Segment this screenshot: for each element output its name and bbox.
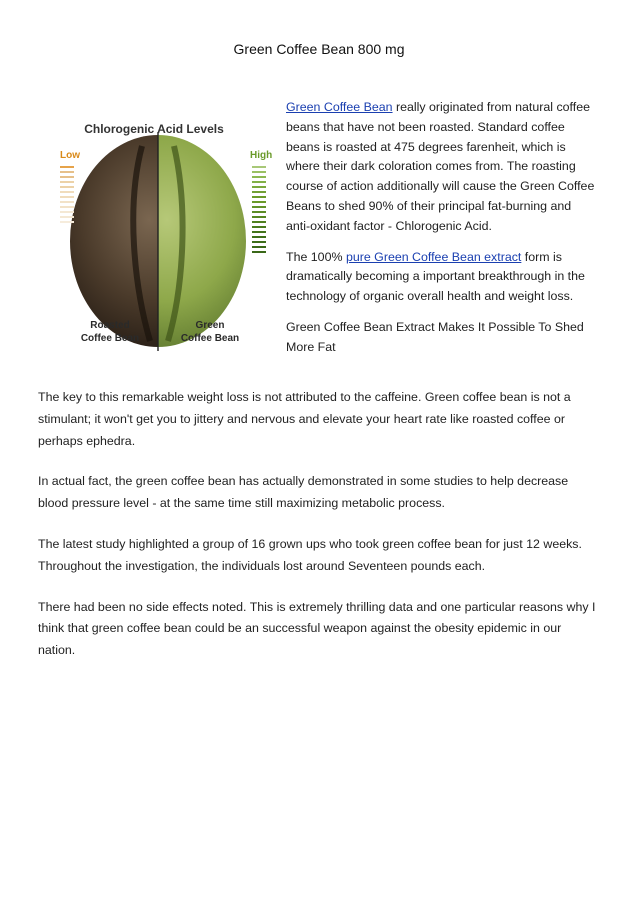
green-label-line2: Coffee Bean bbox=[180, 333, 240, 344]
high-level-gauge bbox=[252, 166, 266, 253]
green-coffee-bean-link[interactable]: Green Coffee Bean bbox=[286, 100, 393, 114]
roasted-label-line1: Roasted bbox=[90, 320, 130, 331]
low-level-gauge bbox=[60, 166, 74, 223]
body-paragraph-2: In actual fact, the green coffee bean has actually demonstrated in some studies to help decrease blood pressure level - at the same time still maximizing metabolic process. bbox=[38, 474, 569, 511]
document-title: Green Coffee Bean 800 mg bbox=[233, 41, 405, 57]
low-label: Low bbox=[60, 150, 80, 161]
body-paragraph-1: The key to this remarkable weight loss is not attributed to the caffeine. Green coffee bean is not a stimulant; it won't get you to jittery and nervous and elevate your heart rate like roasted coffee or perhaps ephedra. bbox=[38, 390, 571, 448]
intro-section bbox=[286, 98, 598, 369]
intro-paragraph-2 bbox=[286, 248, 598, 307]
figure-heading: Chlorogenic Acid Levels bbox=[84, 122, 224, 136]
pure-extract-link[interactable]: pure Green Coffee Bean extract bbox=[345, 249, 522, 264]
intro-paragraph-1-text: really originated from natural coffee beans that have not been roasted. Standard coffee beans is roasted at 475 degrees farenheit, which is where their dark coloration comes from. The roasting course of action additionally will cause the Green Coffee Beans to shed 90% of their principal fat-burning and anti-oxidant factor - Chlorogenic Acid. bbox=[286, 100, 595, 233]
body-paragraph-3: The latest study highlighted a group of 16 grown ups who took green coffee bean for just 12 weeks. Throughout the investigation, the individuals lost around Seventeen pounds each. bbox=[38, 536, 582, 573]
body-paragraph-4: There had been no side effects noted. This is extremely thrilling data and one particular reasons why I think that green coffee bean could be an successful weapon against the obesity epidemic in our nation. bbox=[38, 599, 596, 658]
intro-paragraph-1 bbox=[286, 98, 598, 237]
roasted-label-line2: Coffee Bean bbox=[80, 333, 140, 344]
coffee-bean-figure bbox=[38, 96, 278, 356]
intro-paragraph-3: Green Coffee Bean Extract Makes It Possible To Shed More Fat bbox=[286, 319, 584, 354]
intro-paragraph-2-after: form is dramatically becoming a important breakthrough in the technology of organic overall health and weight loss. bbox=[286, 249, 585, 304]
body-section bbox=[38, 387, 600, 681]
intro-paragraph-2-before: The 100% bbox=[286, 249, 346, 264]
green-label-line1: Green bbox=[195, 320, 225, 331]
coffee-bean-illustration bbox=[38, 96, 278, 356]
high-label: High bbox=[250, 150, 273, 161]
